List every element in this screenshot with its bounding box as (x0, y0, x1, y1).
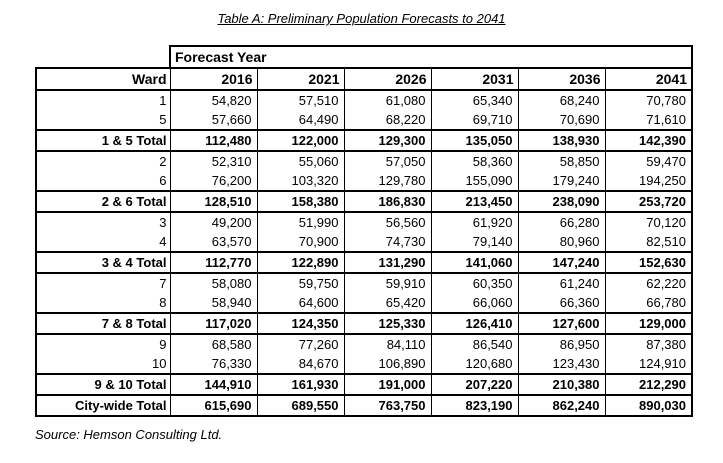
row-label: 5 (36, 110, 170, 130)
population-value-cell: 122,000 (257, 130, 344, 151)
population-value-cell: 54,820 (170, 90, 257, 110)
population-value-cell: 59,470 (605, 151, 692, 171)
population-value-cell: 129,780 (344, 171, 431, 191)
population-value-cell: 144,910 (170, 374, 257, 395)
row-label: 9 & 10 Total (36, 374, 170, 395)
population-value-cell: 138,930 (518, 130, 605, 151)
population-value-cell: 161,930 (257, 374, 344, 395)
year-column-header: 2021 (257, 68, 344, 90)
population-value-cell: 66,360 (518, 293, 605, 313)
population-value-cell: 238,090 (518, 191, 605, 212)
year-column-header: 2041 (605, 68, 692, 90)
population-value-cell: 68,220 (344, 110, 431, 130)
population-value-cell: 135,050 (431, 130, 518, 151)
row-label: 10 (36, 354, 170, 374)
population-value-cell: 63,570 (170, 232, 257, 252)
population-value-cell: 210,380 (518, 374, 605, 395)
population-value-cell: 61,080 (344, 90, 431, 110)
population-value-cell: 57,510 (257, 90, 344, 110)
ward-row (36, 232, 692, 252)
population-value-cell: 68,240 (518, 90, 605, 110)
row-label: 2 (36, 151, 170, 171)
population-value-cell: 186,830 (344, 191, 431, 212)
population-value-cell: 61,920 (431, 212, 518, 232)
population-value-cell: 58,080 (170, 273, 257, 293)
population-value-cell: 71,610 (605, 110, 692, 130)
population-value-cell: 86,950 (518, 334, 605, 354)
population-value-cell: 124,910 (605, 354, 692, 374)
row-label: 3 & 4 Total (36, 252, 170, 273)
population-value-cell: 126,410 (431, 313, 518, 334)
population-value-cell: 66,280 (518, 212, 605, 232)
population-value-cell: 79,140 (431, 232, 518, 252)
row-label: 6 (36, 171, 170, 191)
population-value-cell: 87,380 (605, 334, 692, 354)
ward-row (36, 334, 692, 354)
row-label: 2 & 6 Total (36, 191, 170, 212)
population-value-cell: 112,480 (170, 130, 257, 151)
population-value-cell: 58,360 (431, 151, 518, 171)
population-value-cell: 207,220 (431, 374, 518, 395)
ward-row (36, 212, 692, 232)
row-label: 8 (36, 293, 170, 313)
total-row (36, 252, 692, 273)
row-label: 1 (36, 90, 170, 110)
population-value-cell: 179,240 (518, 171, 605, 191)
row-label: 9 (36, 334, 170, 354)
forecast-year-spanner: Forecast Year (170, 46, 692, 68)
population-value-cell: 212,290 (605, 374, 692, 395)
ward-row (36, 151, 692, 171)
population-value-cell: 57,660 (170, 110, 257, 130)
population-value-cell: 128,510 (170, 191, 257, 212)
population-value-cell: 862,240 (518, 395, 605, 416)
population-value-cell: 52,310 (170, 151, 257, 171)
ward-row (36, 293, 692, 313)
row-label: 7 & 8 Total (36, 313, 170, 334)
population-value-cell: 890,030 (605, 395, 692, 416)
population-value-cell: 689,550 (257, 395, 344, 416)
total-row (36, 313, 692, 334)
population-value-cell: 213,450 (431, 191, 518, 212)
row-label: 4 (36, 232, 170, 252)
row-label: City-wide Total (36, 395, 170, 416)
ward-row (36, 110, 692, 130)
row-label: 7 (36, 273, 170, 293)
population-value-cell: 80,960 (518, 232, 605, 252)
population-value-cell: 142,390 (605, 130, 692, 151)
population-value-cell: 147,240 (518, 252, 605, 273)
population-value-cell: 84,110 (344, 334, 431, 354)
total-row (36, 191, 692, 212)
population-value-cell: 66,780 (605, 293, 692, 313)
population-value-cell: 131,290 (344, 252, 431, 273)
population-value-cell: 615,690 (170, 395, 257, 416)
population-value-cell: 123,430 (518, 354, 605, 374)
population-value-cell: 70,690 (518, 110, 605, 130)
population-value-cell: 57,050 (344, 151, 431, 171)
population-value-cell: 74,730 (344, 232, 431, 252)
population-value-cell: 65,340 (431, 90, 518, 110)
ward-row (36, 171, 692, 191)
population-value-cell: 823,190 (431, 395, 518, 416)
population-value-cell: 191,000 (344, 374, 431, 395)
table-title (0, 11, 723, 26)
population-value-cell: 103,320 (257, 171, 344, 191)
population-value-cell: 55,060 (257, 151, 344, 171)
population-value-cell: 194,250 (605, 171, 692, 191)
population-value-cell: 66,060 (431, 293, 518, 313)
spanner-empty-cell (36, 46, 170, 68)
population-value-cell: 106,890 (344, 354, 431, 374)
source-note: Source: Hemson Consulting Ltd. (35, 427, 223, 442)
population-value-cell: 68,580 (170, 334, 257, 354)
population-value-cell: 122,890 (257, 252, 344, 273)
population-value-cell: 120,680 (431, 354, 518, 374)
population-value-cell: 763,750 (344, 395, 431, 416)
population-value-cell: 51,990 (257, 212, 344, 232)
spanner-row (36, 46, 692, 68)
population-value-cell: 82,510 (605, 232, 692, 252)
population-forecast-table (35, 45, 693, 417)
population-value-cell: 127,600 (518, 313, 605, 334)
population-value-cell: 84,670 (257, 354, 344, 374)
row-label: 1 & 5 Total (36, 130, 170, 151)
population-value-cell: 86,540 (431, 334, 518, 354)
population-value-cell: 61,240 (518, 273, 605, 293)
year-column-header: 2036 (518, 68, 605, 90)
population-value-cell: 60,350 (431, 273, 518, 293)
population-value-cell: 62,220 (605, 273, 692, 293)
population-value-cell: 112,770 (170, 252, 257, 273)
population-value-cell: 70,900 (257, 232, 344, 252)
population-value-cell: 64,600 (257, 293, 344, 313)
population-value-cell: 59,910 (344, 273, 431, 293)
population-value-cell: 70,120 (605, 212, 692, 232)
ward-column-header: Ward (36, 68, 170, 90)
population-value-cell: 59,750 (257, 273, 344, 293)
population-value-cell: 253,720 (605, 191, 692, 212)
population-value-cell: 158,380 (257, 191, 344, 212)
population-value-cell: 155,090 (431, 171, 518, 191)
population-value-cell: 77,260 (257, 334, 344, 354)
population-value-cell: 129,000 (605, 313, 692, 334)
population-value-cell: 129,300 (344, 130, 431, 151)
year-column-header: 2026 (344, 68, 431, 90)
population-value-cell: 64,490 (257, 110, 344, 130)
population-value-cell: 152,630 (605, 252, 692, 273)
column-header-row (36, 68, 692, 90)
population-value-cell: 70,780 (605, 90, 692, 110)
population-value-cell: 65,420 (344, 293, 431, 313)
population-value-cell: 141,060 (431, 252, 518, 273)
population-value-cell: 117,020 (170, 313, 257, 334)
population-value-cell: 69,710 (431, 110, 518, 130)
population-value-cell: 125,330 (344, 313, 431, 334)
population-value-cell: 76,330 (170, 354, 257, 374)
population-value-cell: 58,940 (170, 293, 257, 313)
ward-row (36, 90, 692, 110)
row-label: 3 (36, 212, 170, 232)
total-row (36, 395, 692, 416)
population-value-cell: 76,200 (170, 171, 257, 191)
ward-row (36, 354, 692, 374)
population-value-cell: 124,350 (257, 313, 344, 334)
ward-row (36, 273, 692, 293)
population-value-cell: 56,560 (344, 212, 431, 232)
population-value-cell: 49,200 (170, 212, 257, 232)
year-column-header: 2016 (170, 68, 257, 90)
table-title-text: Table A: Preliminary Population Forecasts to 2041 (217, 11, 506, 26)
year-column-header: 2031 (431, 68, 518, 90)
total-row (36, 130, 692, 151)
total-row (36, 374, 692, 395)
population-value-cell: 58,850 (518, 151, 605, 171)
